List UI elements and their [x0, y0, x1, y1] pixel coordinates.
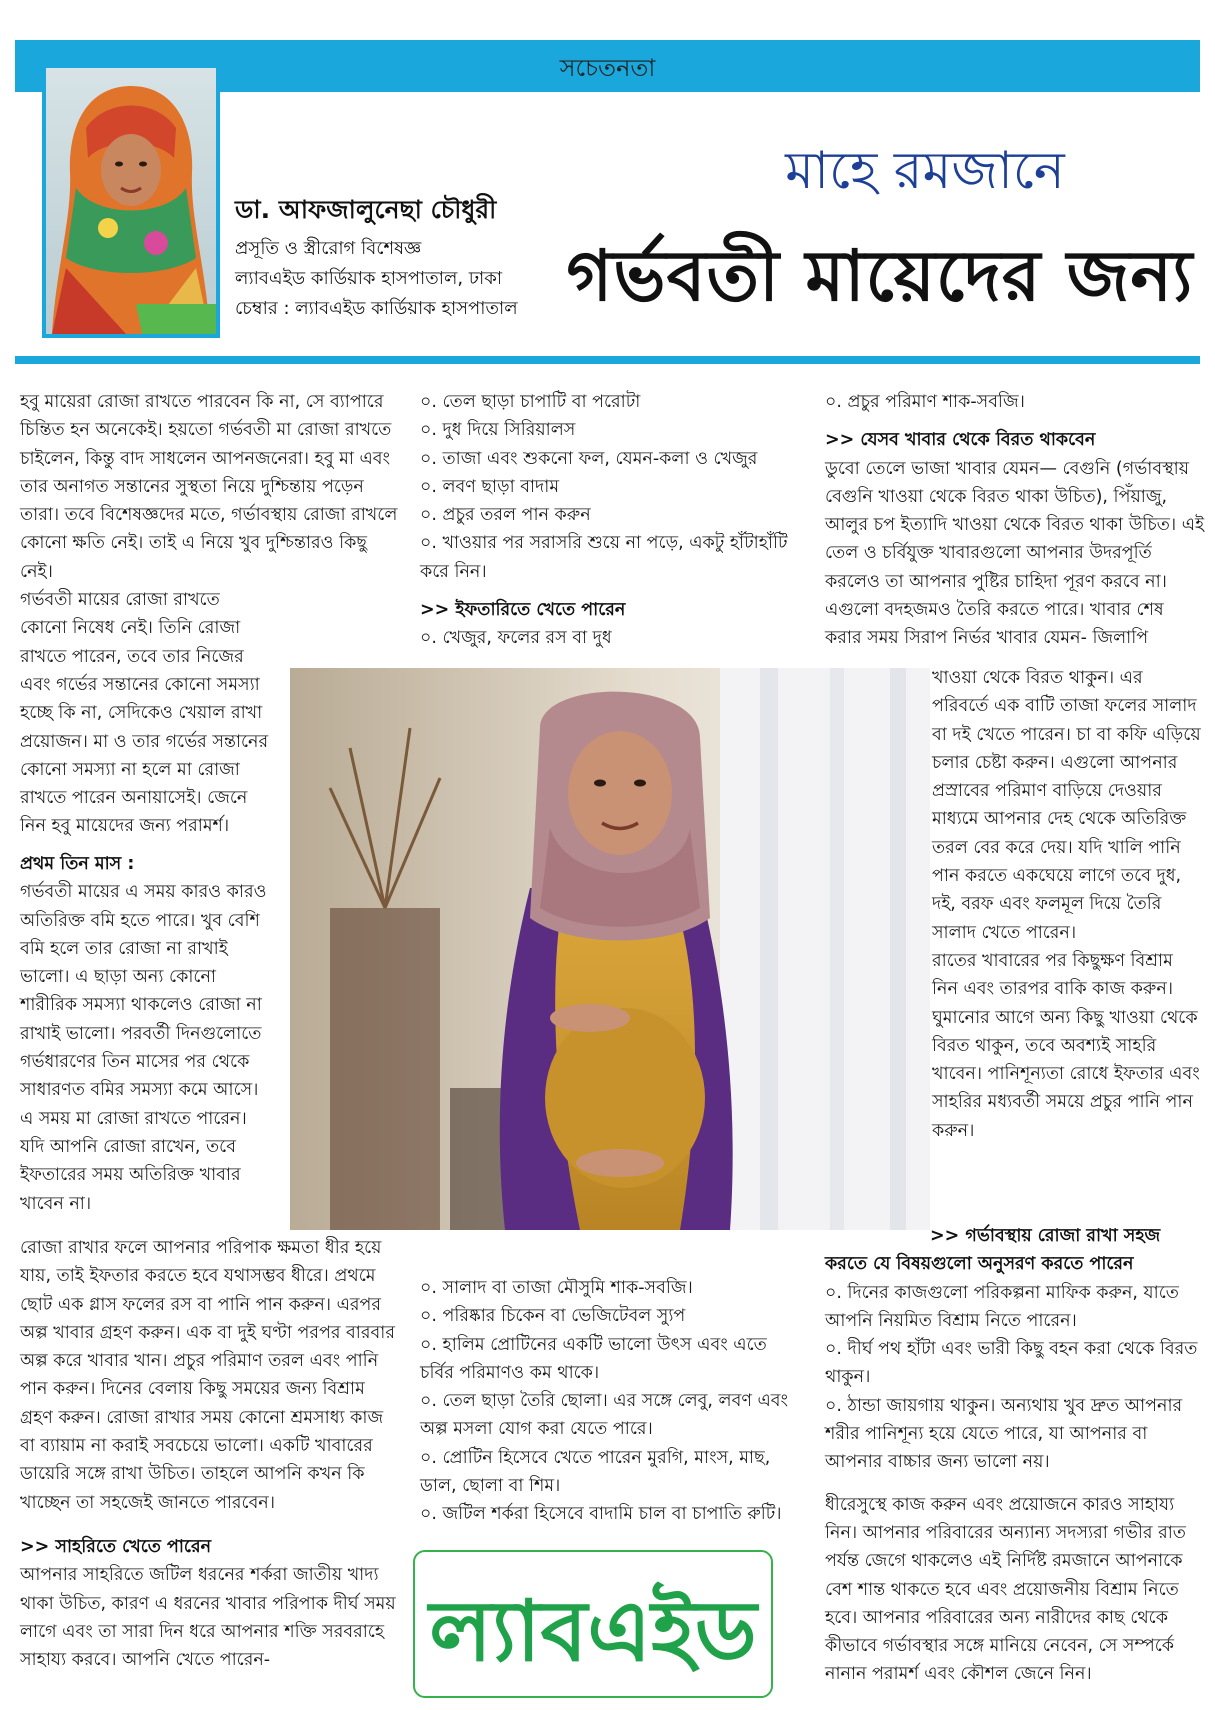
intro-paragraph-2: গর্ভবতী মায়ের রোজা রাখতে কোনো নিষেধ নেই। তিনি রোজা রাখতে পারেন, তবে তার নিজের এবং গর্ভের সন্তানের কোনো সমস্যা হচ্ছে কি না, সেদিকেও খেয়াল রাখা প্রয়োজন। মা ও তার গর্ভের সন্তানের কোনো সমস্যা না হলে মা রোজা রাখতে পারেন অনায়াসেই। জেনে নিন হবু মায়েদের জন্য পরামর্শ। [20, 590, 269, 837]
iftar-list-item-6: ০. প্রোটিন হিসেবে খেতে পারেন মুরগি, মাংস, মাছ, ডাল, ছোলা বা শিম। [420, 1447, 771, 1497]
author-title: প্রসূতি ও স্ত্রীরোগ বিশেষজ্ঞ [235, 238, 422, 259]
iftar-list-item-5: ০. তেল ছাড়া তৈরি ছোলা। এর সঙ্গে লেবু, লবণ এবং অল্প মসলা যোগ করা যেতে পারে। [420, 1391, 789, 1440]
section-label: সচেতনতা [559, 54, 656, 82]
sehri-list-item-6: ০. খাওয়ার পর সরাসরি শুয়ে না পড়ে, একটু হাঁটাহাঁটি করে নিন। [420, 533, 788, 582]
avoid-heading: >> যেসব খাবার থেকে বিরত থাকবেন [825, 430, 1096, 451]
iftar-list-item-2: ০. সালাদ বা তাজা মৌসুমি শাক-সবজি। [420, 1278, 693, 1298]
iftar-list-item-3: ০. পরিষ্কার চিকেন বা ভেজিটেবল স্যুপ [420, 1306, 686, 1327]
pregnant-woman-illustration [290, 668, 930, 1230]
author-portrait-illustration [46, 68, 216, 334]
author-chamber: চেম্বার : ল্যাবএইড কার্ডিয়াক হাসপাতাল [235, 298, 518, 319]
avoid-body-mid: খাওয়া থেকে বিরত থাকুন। এর পরিবর্তে এক বাটি তাজা ফলের সালাদ বা দই খেতে পারেন। চা বা কফি এড়িয়ে চলার চেষ্টা করুন। এগুলো আপনার প্রস্রাবের পরিমাণ বাড়িয়ে দেওয়ার মাধ্যমে আপনার দেহ থেকে অতিরিক্ত তরল বের করে দেয়। যদি খালি পানি পান করতে একঘেয়ে লাগে তবে দুধ, দই, বরফ এবং ফলমূল দিয়ে তৈরি সালাদ খেতে পারেন। [932, 668, 1201, 943]
easy-list-item-1: ০. দিনের কাজগুলো পরিকল্পনা মাফিক করুন, যাতে আপনি নিয়মিত বিশ্রাম নিতে পারেন। [825, 1282, 1179, 1331]
easy-heading-1: >> গর্ভাবস্থায় রোজা রাখা সহজ [930, 1226, 1161, 1246]
iftar-list-item-8: ০. প্রচুর পরিমাণ শাক-সবজি। [825, 392, 1025, 412]
labaid-logo-text: ল্যাবএইড [429, 1582, 757, 1680]
first-trimester-body: গর্ভবতী মায়ের এ সময় কারও কারও অতিরিক্ত বমি হতে পারে। খুব বেশি বমি হলে তার রোজা না রাখাই ভালো। এ ছাড়া অন্য কোনো শারীরিক সমস্যা থাকলেও রোজা না রাখাই ভালো। পরবর্তী দিনগুলোতে গর্ভধারণের তিন মাসের পর থেকে সাধারণত বমির সমস্যা কমে আসে। এ সময় মা রোজা রাখতে পারেন। যদি আপনি রোজা রাখেন, তবে ইফতারের সময় অতিরিক্ত খাবার খাবেন না। [20, 882, 267, 1214]
author-hospital: ল্যাবএইড কার্ডিয়াক হাসপাতাল, ঢাকা [235, 268, 503, 289]
sehri-list-item-1: ০. তেল ছাড়া চাপাটি বা পরোটা [420, 392, 641, 412]
header-divider [15, 356, 1200, 364]
column-1-bottom [20, 1234, 400, 1674]
column-1-narrow [20, 850, 272, 1218]
sehri-list-item-2: ০. দুধ দিয়ে সিরিয়ালস [420, 420, 576, 441]
intro-paragraph-1: হবু মায়েরা রোজা রাখতে পারবেন কি না, সে ব্যাপারে চিন্তিত হন অনেকেই। হয়তো গর্ভবতী মা রোজা রাখতে চাইলেন, কিন্তু বাদ সাধলেন আপনজনেরা। হবু মা এবং তার অনাগত সন্তানের সুস্থতা নিয়ে দুশ্চিন্তায় পড়েন তারা। তবে বিশেষজ্ঞদের মতে, গর্ভাবস্থায় রোজা রাখলে কোনো ক্ষতি নেই। তাই এ নিয়ে খুব দুশ্চিন্তারও কিছু নেই। [20, 392, 398, 582]
column-3-bottom [825, 1222, 1205, 1689]
easy-list-item-2: ০. দীর্ঘ পথ হাঁটা এবং ভারী কিছু বহন করা থেকে বিরত থাকুন। [825, 1339, 1198, 1388]
sehri-list-item-3: ০. তাজা এবং শুকনো ফল, যেমন-কলা ও খেজুর [420, 448, 758, 469]
labaid-logo [413, 1550, 773, 1698]
avoid-body-top: ডুবো তেলে ভাজা খাবার যেমন— বেগুনি (গর্ভাবস্থায় বেগুনি খাওয়া থেকে বিরত থাকা উচিত), পিঁয়াজু, আলুর চপ ইত্যাদি খাওয়া থেকে বিরত থাকা উচিত। এই তেল ও চর্বিযুক্ত খাবারগুলো আপনার উদরপূর্তি করলেও তা আপনার পুষ্টির চাহিদা পূরণ করবে না। এগুলো বদহজমও তৈরি করতে পারে। খাবার শেষ করার সময় সিরাপ নির্ভর খাবার যেমন- জিলাপি [825, 458, 1205, 649]
sehri-list-item-5: ০. প্রচুর তরল পান করুন [420, 505, 591, 526]
column-3-narrow [932, 664, 1204, 1145]
first-trimester-body-2: রোজা রাখার ফলে আপনার পরিপাক ক্ষমতা ধীর হয়ে যায়, তাই ইফতার করতে হবে যথাসম্ভব ধীরে। প্রথমে ছোট এক গ্লাস ফলের রস বা পানি পান করুন। এরপর অল্প খাবার গ্রহণ করুন। এক বা দুই ঘণ্টা পরপর বারবার অল্প করে খাবার খান। প্রচুর পরিমাণ তরল এবং পানি পান করুন। দিনের বেলায় কিছু সময়ের জন্য বিশ্রাম গ্রহণ করুন। রোজা রাখার সময় কোনো শ্রমসাধ্য কাজ বা ব্যায়াম না করাই সবচেয়ে ভালো। একটি খাবারের ডায়েরি সঙ্গে রাখা উচিত। তাহলে আপনি কখন কি খাচ্ছেন তা সহজেই জানতে পারবেন। [20, 1238, 395, 1513]
avoid-body-mid-2: রাতের খাবারের পর কিছুক্ষণ বিশ্রাম নিন এবং তারপর বাকি কাজ করুন। ঘুমানোর আগে অন্য কিছু খাওয়া থেকে বিরত থাকুন, তবে অবশ্যই সাহরি খাবেন। পানিশূন্যতা রোধে ইফতার এবং সাহরির মধ্যবর্তী সময়ে প্রচুর পানি পান করুন। [932, 950, 1200, 1141]
pregnant-woman-photo [290, 668, 930, 1230]
iftar-list-item-7: ০. জটিল শর্করা হিসেবে বাদামি চাল বা চাপাতি রুটি। [420, 1504, 782, 1525]
sehri-list-item-4: ০. লবণ ছাড়া বাদাম [420, 476, 560, 497]
closing-paragraph: ধীরেসুস্থে কাজ করুন এবং প্রয়োজনে কারও সাহায্য নিন। আপনার পরিবারের অন্যান্য সদস্যরা গভীর রাত পর্যন্ত জেগে থাকলেও এই নির্দিষ্ট রমজানে আপনাকে বেশ শান্ত থাকতে হবে এবং প্রয়োজনীয় বিশ্রাম নিতে হবে। আপনার পরিবারের অন্য নারীদের কাছ থেকে কীভাবে গর্ভাবস্থার সঙ্গে মানিয়ে নেবেন, সে সম্পর্কে নানান পরামর্শ এবং কৌশল জেনে নিন। [825, 1494, 1186, 1685]
column-2-top [420, 388, 800, 653]
easy-list-item-3: ০. ঠান্ডা জায়গায় থাকুন। অন্যথায় খুব দ্রুত আপনার শরীর পানিশূন্য হয়ে যেতে পারে, যা আপনার বা আপনার বাচ্চার জন্য ভালো নয়। [825, 1395, 1183, 1473]
author-photo [42, 64, 220, 338]
sehri-body: আপনার সাহরিতে জটিল ধরনের শর্করা জাতীয় খাদ্য থাকা উচিত, কারণ এ ধরনের খাবার পরিপাক দীর্ঘ সময় লাগে এবং তা সারা দিন ধরে আপনার শক্তি সরবরাহে সাহায্য করবে। আপনি খেতে পারেন- [20, 1565, 396, 1671]
iftar-list-item-4: ০. হালিম প্রোটিনের একটি ভালো উৎস এবং এতে চর্বির পরিমাণও কম থাকে। [420, 1334, 767, 1383]
easy-heading-2: করতে যে বিষয়গুলো অনুসরণ করতে পারেন [825, 1254, 1134, 1275]
iftar-heading: >> ইফতারিতে খেতে পারেন [420, 600, 626, 621]
headline-title: গর্ভবতী মায়েদের জন্য [566, 235, 1194, 317]
iftar-list-item-1: ০. খেজুর, ফলের রস বা দুধ [420, 628, 612, 649]
author-name: ডা. আফজালুনেছা চৌধুরী [235, 195, 497, 224]
headline-kicker: মাহে রমজানে [785, 141, 1065, 201]
first-trimester-heading: প্রথম তিন মাস : [20, 854, 135, 874]
column-3-top [825, 388, 1205, 653]
sehri-heading: >> সাহরিতে খেতে পারেন [20, 1536, 212, 1557]
column-2-bottom [420, 1274, 800, 1529]
